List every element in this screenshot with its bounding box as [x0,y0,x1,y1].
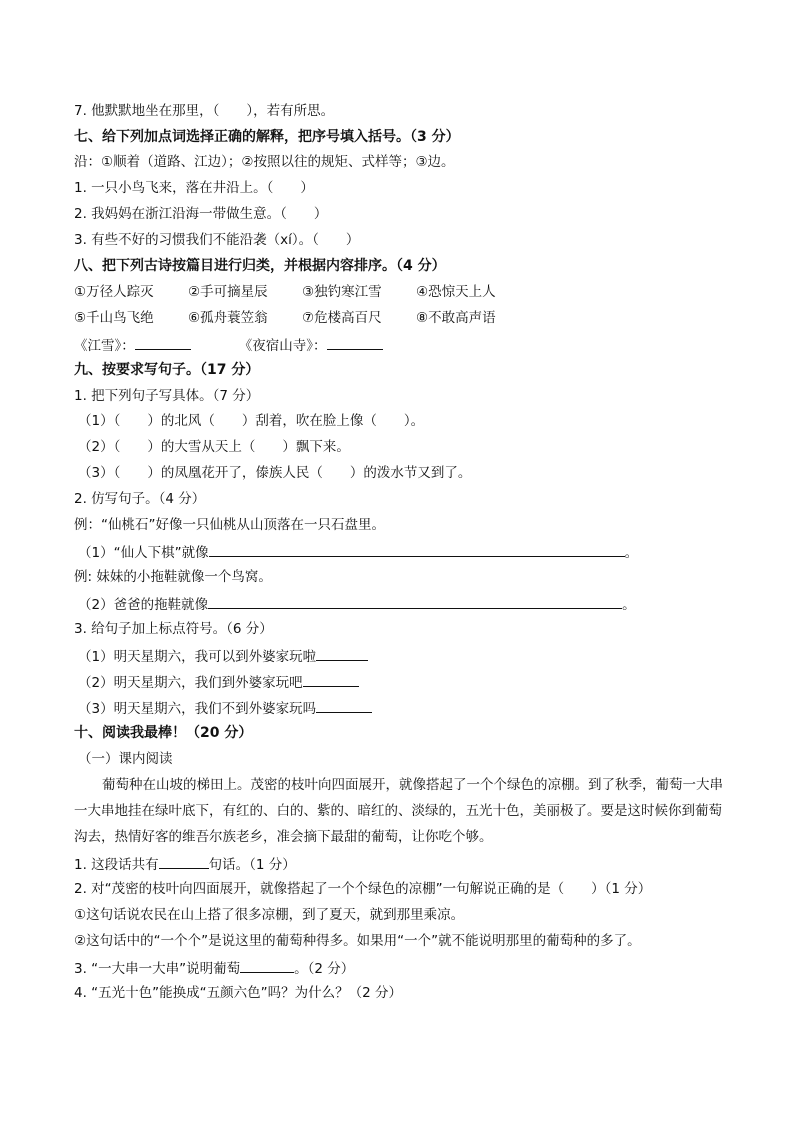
reading-q3-prefix: 3. “一大串一大串”说明葡萄 [74,961,241,977]
section-7-title: 七、给下列加点词选择正确的解释，把序号填入括号。（3 分） [74,129,460,145]
poem-title-jiangxue: 《江雪》： [74,338,135,354]
answer-blank[interactable] [316,646,368,661]
answer-line[interactable] [209,542,625,557]
sentence-3: （3）（ ）的凤凰花开了，傣族人民（ ）的泼水节又到了。 [78,465,472,481]
answer-line[interactable] [208,594,622,609]
period: 。 [624,545,639,561]
reading-option-2: ②这句话中的“一个个”是说这里的葡萄种得多。如果用“一个”就不能说明那里的葡萄种的多了。 [74,933,641,949]
punctuation-1 [78,646,368,666]
poem-line: ②手可摘星辰 [188,284,268,300]
punctuation-2 [78,672,359,692]
poem-line: ①万径人踪灭 [74,284,154,300]
poem-line: ⑥孤舟蓑笠翁 [188,310,268,326]
reading-option-1: ①这句话说农民在山上搭了很多凉棚，到了夏天，就到那里乘凉。 [74,907,465,923]
section-7-item-3: 3. 有些不好的习惯我们不能沿袭（xí）。（ ） [74,232,360,248]
sentence-1: （1）（ ）的北风（ ）刮着，吹在脸上像（ ）。 [78,413,425,429]
imitate-1 [78,542,638,562]
section-9-sub-3: 3. 给句子加上标点符号。（6 分） [74,621,273,637]
example-1: 例：“仙桃石”好像一只仙桃从山顶落在一只石盘里。 [74,517,385,533]
reading-q1-prefix: 1. 这段话共有 [74,857,159,873]
example-2: 例: 妹妹的小拖鞋就像一个鸟窝。 [74,569,272,585]
section-7-definition: 沿：①顺着（道路、江边）；②按照以往的规矩、式样等；③边。 [74,154,455,170]
answer-blank[interactable] [159,854,209,869]
section-10-title: 十、阅读我最棒！（20 分） [74,725,253,741]
punctuation-2-text: （2）明天星期六，我们到外婆家玩吧 [78,675,303,691]
reading-part-title: （一）课内阅读 [78,751,173,767]
section-8-title: 八、把下列古诗按篇目进行归类，并根据内容排序。（4 分） [74,258,446,274]
reading-question-2: 2. 对“茂密的枝叶向四面展开，就像搭起了一个个绿色的凉棚”一句解说正确的是（ ）（1 分） [74,881,652,897]
question-7: 7. 他默默地坐在那里，（ ），若有所思。 [74,103,335,119]
imitate-2 [78,594,636,614]
poem-title-yesushansi: 《夜宿山寺》： [238,338,327,354]
section-9-sub-2: 2. 仿写句子。（4 分） [74,491,206,507]
imitate-1-prompt: （1）“仙人下棋”就像 [78,545,209,561]
reading-question-3 [74,958,354,978]
section-7-item-2: 2. 我妈妈在浙江沿海一带做生意。（ ） [74,206,328,222]
section-7-item-1: 1. 一只小鸟飞来，落在井沿上。（ ） [74,180,314,196]
punctuation-3-text: （3）明天星期六，我们不到外婆家玩吗 [78,701,317,717]
period: 。 [622,597,636,613]
poem-line: ⑧不敢高声语 [416,310,496,326]
poem-line: ⑦危楼高百尺 [302,310,382,326]
imitate-2-prompt: （2）爸爸的拖鞋就像 [78,597,209,613]
poem-lines-row-2 [74,309,530,327]
section-9-title: 九、按要求写句子。（17 分） [74,362,260,378]
answer-blank[interactable] [135,335,191,350]
poem-line: ⑤千山鸟飞绝 [74,310,154,326]
answer-blank[interactable] [240,958,294,973]
punctuation-3 [78,698,372,718]
reading-question-1 [74,854,296,874]
reading-q1-suffix: 句话。（1 分） [208,857,296,873]
poem-line: ③独钓寒江雪 [302,284,382,300]
section-9-sub-1: 1. 把下列句子写具体。（7 分） [74,388,260,404]
answer-blank[interactable] [327,335,383,350]
answer-blank[interactable] [303,672,359,687]
reading-question-4: 4. “五光十色”能换成“五颜六色”吗？为什么？（2 分） [74,985,403,1001]
punctuation-1-text: （1）明天星期六，我可以到外婆家玩啦 [78,649,317,665]
sentence-2: （2）（ ）的大雪从天上（ ）飘下来。 [78,439,350,455]
poem-classification-row [74,335,383,355]
reading-q3-suffix: 。（2 分） [294,961,355,977]
poem-lines-row-1 [74,283,530,301]
reading-passage: 葡萄种在山坡的梯田上。茂密的枝叶向四面展开，就像搭起了一个个绿色的凉棚。到了秋季，葡萄一大串一大串地挂在绿叶底下，有红的、白的、紫的、暗红的、淡绿的，五光十色，美丽极了。要是这时候你到葡萄沟去，热情好客的维吾尔族老乡，准会摘下最甜的葡萄，让你吃个够。 [74,777,723,845]
answer-blank[interactable] [316,698,372,713]
poem-line: ④恐惊天上人 [416,284,496,300]
